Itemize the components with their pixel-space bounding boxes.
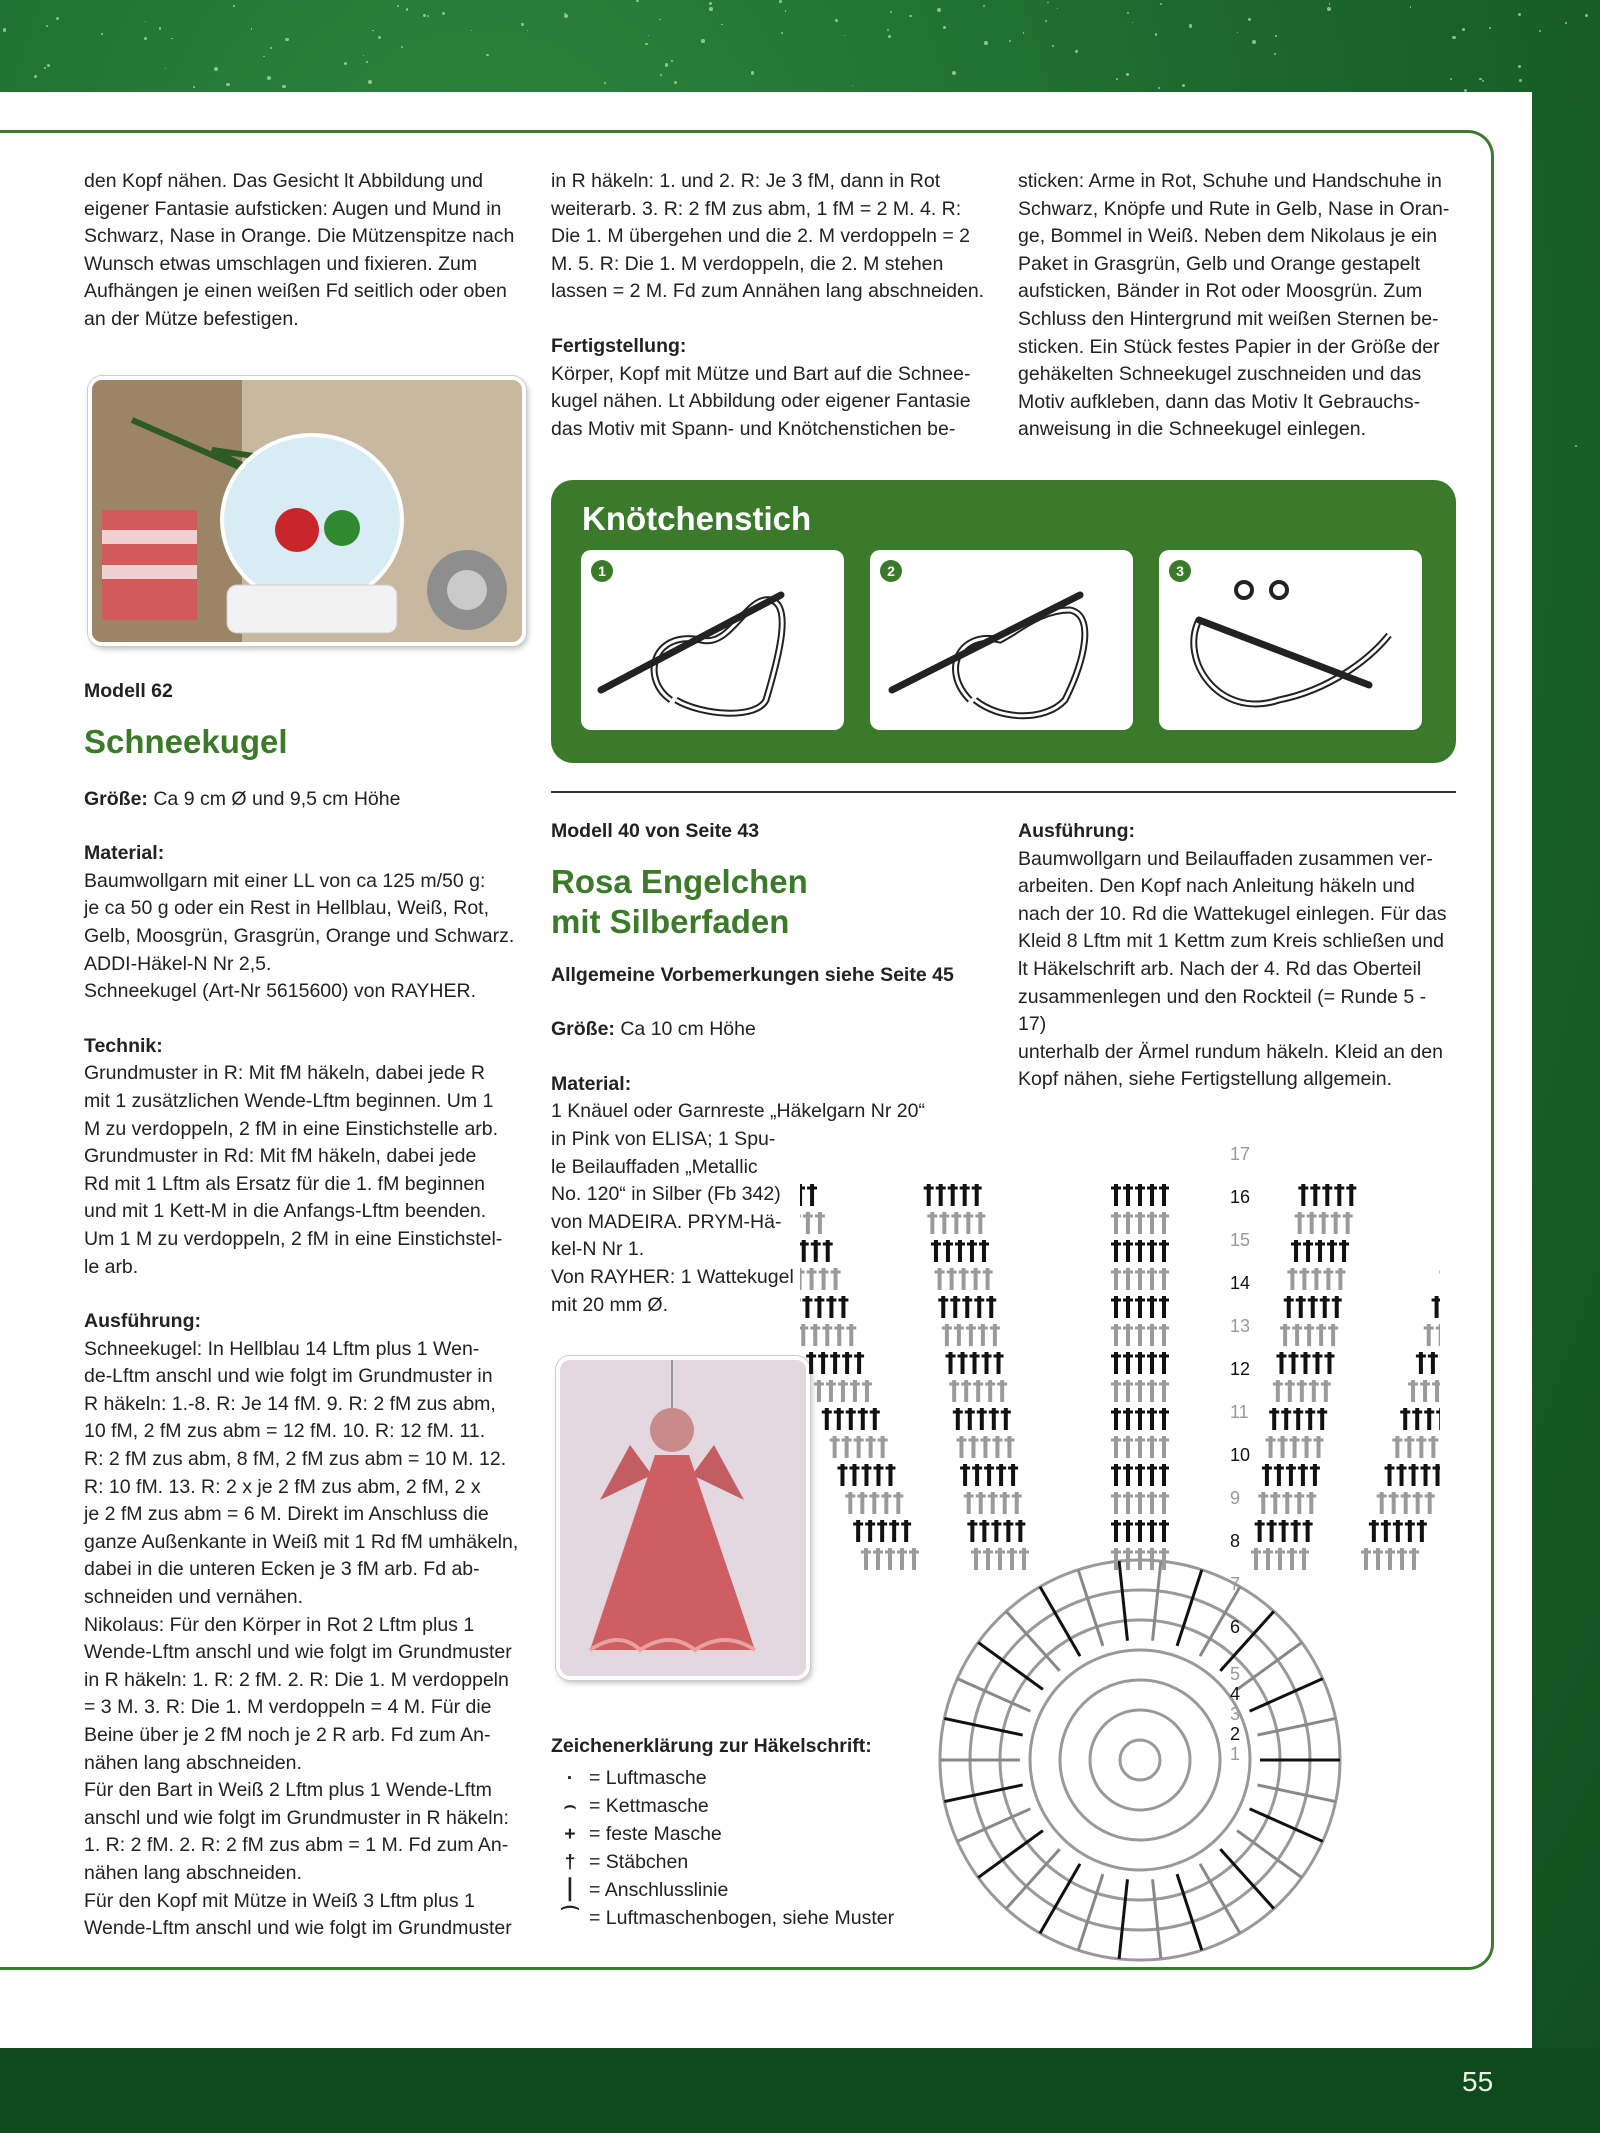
technique-line: mit 1 zusätzlichen Wende-Lftm beginnen. Um 1 [84,1089,494,1112]
bottom-band [0,2048,1600,2133]
round-number: 10 [1230,1445,1251,1465]
sparkle-dot [1127,12,1129,14]
text-line: weiterarb. 3. R: 2 fM zus abm, 1 fM = 2 M. 4. R: [551,197,962,220]
material-line: ADDI-Häkel-N Nr 2,5. [84,952,272,975]
knot-step-3 [1159,550,1422,730]
text-line: Körper, Kopf mit Mütze und Bart auf die Schnee- [551,362,971,385]
step-number: 1 [591,560,613,582]
legend-text: = Luftmasche [589,1767,707,1789]
legend-text: = Anschlusslinie [589,1879,729,1901]
execution-line: arbeiten. Den Kopf nach Anleitung häkeln und [1018,875,1415,898]
execution-line: ganze Außenkante in Weiß mit 1 Rd fM umhäkeln, [84,1530,519,1553]
sparkle-dot [1116,78,1118,80]
execution-line: 10 fM, 2 fM zus abm = 12 fM. 10. R: 12 fM. 11. [84,1420,486,1443]
model40-execution-section [1018,818,1458,1094]
execution-line: Kleid 8 Lftm mit 1 Kettm zum Kreis schließen und [1018,930,1444,953]
sparkle-dot [521,23,523,25]
execution-line: de-Lftm anschl und wie folgt im Grundmuster in [84,1365,493,1388]
sparkle-dot [1158,87,1160,89]
sparkle-dot [1518,65,1521,68]
sparkle-dot [427,15,429,17]
sparkle-dot [909,15,911,17]
legend-text: = Luftmaschenbogen, siehe Muster [589,1907,895,1929]
material-line: in Pink von ELISA; 1 Spu- [551,1127,776,1150]
material-line: le Beilauffaden „Metallic [551,1155,758,1178]
sparkle-dot [1329,3,1330,4]
material-line: Von RAYHER: 1 Wattekugel [551,1265,794,1288]
legend-symbol: · [566,1767,574,1789]
text-line: kugel nähen. Lt Abbildung oder eigener Fantasie [551,390,971,413]
round-number: 13 [1230,1316,1251,1336]
sparkle-dot [101,33,103,35]
legend-text: = Kettmasche [589,1795,709,1817]
material-line: 1 Knäuel oder Garnreste „Häkelgarn Nr 20“ [551,1100,925,1123]
technique-line: Grundmuster in R: Mit fM häkeln, dabei jede R [84,1062,486,1085]
chart-round [1090,1710,1190,1810]
round-number: 1 [1230,1744,1241,1764]
execution-line: Für den Bart in Weiß 2 Lftm plus 1 Wende-Lftm [84,1779,492,1802]
material-line: von MADEIRA. PRYM-Hä- [551,1210,782,1233]
sparkle-dot [1462,28,1465,31]
text-line: in R häkeln: 1. und 2. R: Je 3 fM, dann in Rot [551,170,941,192]
sparkle-dot [1539,30,1541,32]
round-number: 11 [1230,1402,1249,1422]
execution-line: Schneekugel: In Hellblau 14 Lftm plus 1 Wen- [84,1337,480,1360]
model40-title-line1: Rosa Engelchen [551,862,808,900]
text-line: eigener Fantasie aufsticken: Augen und Mund in [84,197,502,220]
needle-illustration [870,550,1133,730]
chart-round [1120,1740,1160,1780]
model62-section [84,678,524,1943]
text-line: Aufhängen je einen weißen Fd seitlich oder oben [84,280,507,303]
chart-stitch [1153,1561,1161,1641]
text-line: anweisung in die Schneekugel einlegen. [1018,418,1367,441]
execution-line: je 2 fM zus abm = 6 M. Direkt im Anschluss die [84,1503,489,1526]
material-line: je ca 50 g oder ein Rest in Hellblau, Weiß, Rot, [84,897,490,920]
model62-technique-heading: Technik: [84,1034,163,1057]
round-number: 3 [1230,1704,1241,1724]
round-number: 8 [1230,1531,1241,1551]
legend-heading: Zeichenerklärung zur Häkelschrift: [551,1735,872,1757]
execution-line: nähen lang abschneiden. [84,1861,302,1884]
sparkle-dot [47,64,50,67]
model62-label: Modell 62 [84,680,173,702]
technique-line: M zu verdoppeln, 2 fM in eine Einstichstelle arb. [84,1117,499,1140]
text-line: sticken. Ein Stück festes Papier in der Größe der [1018,335,1440,358]
chart-stitch [944,1785,1022,1802]
angel-photo [556,1356,810,1680]
round-number: 4 [1230,1684,1241,1704]
text-line: Wunsch etwas umschlagen und fixieren. Zum [84,252,478,275]
execution-line: dabei in die unteren Ecken je 3 fM arb. Fd ab- [84,1558,480,1581]
model40-prenote: Allgemeine Vorbemerkungen siehe Seite 45 [551,963,954,986]
chart-stitch [1078,1570,1103,1646]
round-number: 17 [1230,1144,1251,1164]
sparkle-dot [397,5,399,7]
chart-stitch [1006,1849,1060,1908]
sparkle-dot [56,17,59,20]
sparkle-dot [1075,50,1077,52]
chart-stitch [1153,1879,1161,1959]
chart-stitch [944,1718,1022,1735]
chart-stitch [1177,1874,1202,1950]
sparkle-dot [781,32,783,34]
execution-line: unterhalb der Ärmel rundum häkeln. Kleid an den [1018,1040,1443,1063]
chart-stitch [1257,1718,1335,1735]
chart-stitch [1250,1679,1323,1712]
chart-stitch [1078,1874,1103,1950]
model40-size-value: Ca 10 cm Höhe [620,1018,756,1041]
text-line: Paket in Grasgrün, Gelb und Orange gestapelt [1018,252,1421,275]
technique-line: Rd mit 1 Lftm als Ersatz für die 1. fM beginnen [84,1172,486,1195]
text-line: lassen = 2 M. Fd zum Annähen lang abschneiden. [551,280,985,303]
text-line: das Motiv mit Spann- und Knötchenstichen be- [551,417,956,440]
text-line: Schwarz, Knöpfe und Rute in Gelb, Nase in Oran- [1018,197,1450,220]
text-line: Schluss den Hintergrund mit weißen Sternen be- [1018,307,1439,330]
technique-line: Grundmuster in Rd: Mit fM häkeln, dabei jede [84,1145,477,1168]
sparkle-dot [636,0,638,2]
round-number: 14 [1230,1273,1251,1293]
execution-line: R häkeln: 1.-8. R: Je 14 fM. 9. R: 2 fM zus abm, [84,1392,496,1415]
execution-line: Baumwollgarn und Beilauffaden zusammen ver- [1018,847,1433,870]
knot-step-2 [870,550,1133,730]
sparkle-dot [527,30,528,31]
execution-line: Wende-Lftm anschl und wie folgt im Grundmuster [84,1917,512,1940]
sparkle-dot [372,30,373,31]
model40-title-line2: mit Silberfaden [551,902,790,940]
model62-title: Schneekugel [84,722,288,760]
technique-line: und mit 1 Kett-M in die Anfangs-Lftm beenden. [84,1200,487,1223]
sparkle-dot [1275,35,1277,37]
material-line: No. 120“ in Silber (Fb 342) [551,1183,781,1206]
chart-stitch [1257,1785,1335,1802]
legend-symbol: † [564,1851,576,1873]
section-divider [551,791,1456,793]
finish-heading: Fertigstellung: [551,334,687,357]
col1-top-text [84,168,524,334]
text-line: sticken: Arme in Rot, Schuhe und Handschuhe in [1018,170,1442,192]
legend-symbol: ⌢ [563,1795,577,1817]
knot-stitch-title: Knötchenstich [582,500,812,537]
chart-round [1060,1680,1220,1840]
round-number: 6 [1230,1617,1241,1637]
round-number: 5 [1230,1664,1241,1684]
sparkle-dot [1023,32,1024,33]
execution-line: Für den Kopf mit Mütze in Weiß 3 Lftm plus 1 [84,1889,475,1912]
execution-line: lt Häkelschrift arb. Nach der 4. Rd das Oberteil [1018,957,1422,980]
technique-line: Um 1 M zu verdoppeln, 2 fM in eine Einstichstel- [84,1227,503,1250]
chart-stitch [1177,1570,1202,1646]
sparkle-dot [226,83,229,86]
sparkle-dot [1126,73,1129,76]
execution-line: Wende-Lftm anschl und wie folgt im Grundmuster [84,1641,512,1664]
sparkle-dot [709,7,713,11]
model40-material-heading: Material: [551,1072,632,1095]
sparkle-dot [406,8,408,10]
text-line: Schwarz, Nase in Orange. Die Mützenspitze nach [84,225,515,248]
chart-stitch [1119,1561,1127,1641]
material-line: Baumwollgarn mit einer LL von ca 125 m/50 g: [84,869,486,892]
sparkle-dot [1047,2,1049,4]
sparkle-dot [1052,45,1054,47]
sparkle-dot [401,46,403,48]
execution-line: nähen lang abschneiden. [84,1751,302,1774]
execution-line: nach der 10. Rd die Wattekugel einlegen. Für das [1018,902,1447,925]
execution-line: zusammenlegen und den Rockteil (= Runde 5 - 17) [1018,985,1427,1036]
round-number: 16 [1230,1187,1251,1207]
execution-line: R: 10 fM. 13. R: 2 x je 2 fM zus abm, 2 fM, 2 x [84,1475,481,1498]
text-line: M. 5. R: Die 1. M verdoppeln, die 2. M stehen [551,252,944,275]
text-line: gehäkelten Schneekugel zuschneiden und das [1018,363,1422,386]
execution-line: in R häkeln: 1. R: 2 fM. 2. R: Die 1. M verdoppeln [84,1668,509,1691]
execution-line: Kopf nähen, siehe Fertigstellung allgemein. [1018,1068,1392,1091]
text-line: aufsticken, Bänder in Rot oder Moosgrün. Zum [1018,280,1423,303]
model62-technique [84,1060,524,1281]
sparkle-dot [844,35,845,36]
legend-symbol: ⁀ [562,1907,578,1929]
model62-size-label: Größe: [84,787,148,810]
technique-line: le arb. [84,1255,139,1278]
material-line: mit 20 mm Ø. [551,1293,669,1316]
chart-stitch [957,1679,1030,1712]
sparkle-dot [368,80,372,84]
material-line: kel-N Nr 1. [551,1238,645,1261]
chart-stitch [1119,1879,1127,1959]
chart-round [1030,1650,1250,1870]
execution-line: schneiden und vernähen. [84,1586,304,1609]
sparkle-dot [1274,53,1276,55]
col3-top-text [1018,168,1458,444]
legend-symbol: ⎮ [564,1879,576,1901]
sparkle-dot [193,86,195,88]
needle-illustration [1159,550,1422,730]
model40-execution-heading: Ausführung: [1018,820,1135,842]
chart-stitch [1220,1849,1274,1908]
sparkle-dot [1585,14,1588,17]
sparkle-dot [1252,40,1256,44]
sparkle-dot [952,71,956,75]
crochet-chart [800,1120,1440,1980]
text-line: den Kopf nähen. Das Gesicht lt Abbildung und [84,170,483,192]
sparkle-dot [1237,32,1238,33]
execution-line: Nikolaus: Für den Körper in Rot 2 Lftm plus 1 [84,1613,475,1636]
round-number: 9 [1230,1488,1241,1508]
sparkle-dot [1327,7,1331,11]
material-line: Schneekugel (Art-Nr 5615600) von RAYHER. [84,980,476,1003]
sparkle-dot [835,19,838,22]
sparkle-dot [645,43,647,45]
sparkle-dot [1479,78,1481,80]
sparkle-dot [984,41,988,45]
chart-round [970,1590,1310,1930]
step-number: 3 [1169,560,1191,582]
round-number: 12 [1230,1359,1251,1379]
model62-material-heading: Material: [84,842,165,865]
step-number: 2 [880,560,902,582]
model62-size-value: Ca 9 cm Ø und 9,5 cm Höhe [153,787,401,810]
chart-stitch [1220,1611,1274,1670]
execution-line: Beine über je 2 fM noch je 2 R arb. Fd zum An- [84,1724,491,1746]
sparkle-dot [214,67,218,71]
sparkle-dot [233,5,235,7]
round-number: 15 [1230,1230,1251,1250]
chart-stitch [1006,1611,1060,1670]
model62-material [84,868,524,1006]
chart-stitch [957,1809,1030,1842]
execution-line: R: 2 fM zus abm, 8 fM, 2 fM zus abm = 10 M. 12. [84,1448,507,1471]
round-number: 2 [1230,1724,1241,1744]
sparkle-dot [701,39,705,43]
model62-execution [84,1336,524,1943]
sparkle-dot [1452,36,1455,39]
text-line: an der Mütze befestigen. [84,307,299,330]
knot-step-1 [581,550,844,730]
model40-label: Modell 40 von Seite 43 [551,820,760,842]
execution-line: = 3 M. 3. R: Die 1. M verdoppeln = 4 M. Für die [84,1696,492,1719]
sparkle-dot [1155,33,1157,35]
text-line: Motiv aufkleben, dann das Motiv lt Gebrauchs- [1018,390,1421,413]
legend-text: = Stäbchen [589,1851,689,1873]
text-line: Die 1. M übergehen und die 2. M verdoppeln = 2 [551,225,970,248]
chart-stitch [1250,1809,1323,1842]
model40-size-label: Größe: [551,1018,615,1041]
material-line: Gelb, Moosgrün, Grasgrün, Orange und Schwarz. [84,924,515,947]
text-line: ge, Bommel in Weiß. Neben dem Nikolaus je ein [1018,225,1438,248]
snowglobe-photo [88,376,526,646]
legend-symbol: + [564,1823,576,1845]
needle-illustration [581,550,844,730]
execution-line: 1. R: 2 fM. 2. R: 2 fM zus abm = 1 M. Fd zum An- [84,1834,509,1857]
round-number: 7 [1230,1574,1241,1594]
legend-text: = feste Masche [589,1823,722,1845]
page-number: 55 [1462,2066,1494,2097]
execution-line: anschl und wie folgt im Grundmuster in R häkeln: [84,1806,509,1829]
model62-execution-heading: Ausführung: [84,1310,201,1333]
col2-top [551,168,991,443]
model40-execution [1018,846,1458,1094]
sparkle-dot [1189,24,1192,27]
